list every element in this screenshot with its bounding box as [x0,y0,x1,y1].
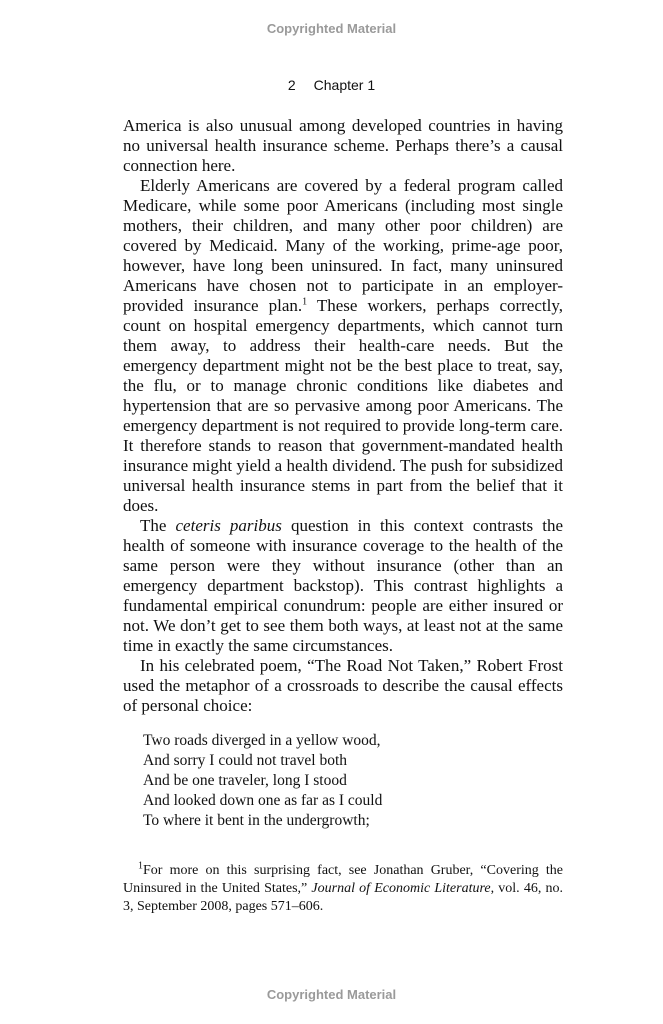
body-text [123,116,563,716]
chapter-title: Chapter 1 [313,77,376,93]
footnote-marker: 1 [138,860,143,872]
verse-line: And looked down one as far as I could [143,792,383,809]
copyright-watermark-top: Copyrighted Material [266,21,397,36]
copyright-watermark-bottom: Copyrighted Material [266,987,397,1002]
verse-line: And be one traveler, long I stood [143,772,347,789]
paragraph-4: In his celebrated poem, “The Road Not Taken,” Robert Frost used the metaphor of a crossroads to describe the causal effects of personal choice: [123,656,563,715]
poem-excerpt [143,731,523,831]
running-head [0,77,663,93]
paragraph-2-part-1: Elderly Americans are covered by a federal program called Medicare, while some poor Americans (including most single mothers, their children, and many other poor children) are covered by Medicaid. Many of the working, prime-age poor, however, have long been uninsured. In fact, many uninsured Americans have chosen not to participate in an employer-provided insurance plan. [123,176,563,315]
footnote-part-2: , vol. 46, no. 3, September 2008, pages 571–606. [123,881,564,914]
verse-line: Two roads diverged in a yellow wood, [143,732,381,749]
paragraph-3-part-2: question in this context contrasts the health of someone with insurance coverage to the health of the same person were they without insurance (other than an emergency department backstop). This contrast highlights a fundamental empirical conundrum: people are either insured or not. We don’t get to see them both ways, at least not at the same time in exactly the same circumstances. [123,516,563,655]
paragraph-2-part-2: These workers, perhaps correctly, count on hospital emergency departments, which cannot turn them away, to address their health-care needs. But the emergency department might not be the best place to treat, say, the flu, or to manage chronic conditions like diabetes and hypertension that are so pervasive among poor Americans. The emergency department is not required to provide long-term care. It therefore stands to reason that government-mandated health insurance might yield a health dividend. The push for subsidized universal health insurance stems in part from the belief that it does. [123,296,563,515]
footnote [123,862,563,916]
footnote-reference: 1 [302,296,308,308]
page-number: 2 [287,77,296,93]
paragraph-3 [123,516,563,656]
footnote-text [123,862,563,916]
footnote-part-1: For more on this surprising fact, see Jonathan Gruber, “Covering the Uninsured in the United States,” [123,863,563,896]
verse-line: And sorry I could not travel both [143,752,348,769]
paragraph-3-part-1: The [140,516,176,535]
verse-line: To where it bent in the undergrowth; [143,812,370,829]
ceteris-paribus-italic: ceteris paribus [175,516,282,535]
journal-title: Journal of Economic Literature [311,881,491,896]
paragraph-1: America is also unusual among developed countries in having no universal health insurance scheme. Perhaps there’s a causal connection here. [123,116,563,175]
paragraph-2 [123,176,563,516]
